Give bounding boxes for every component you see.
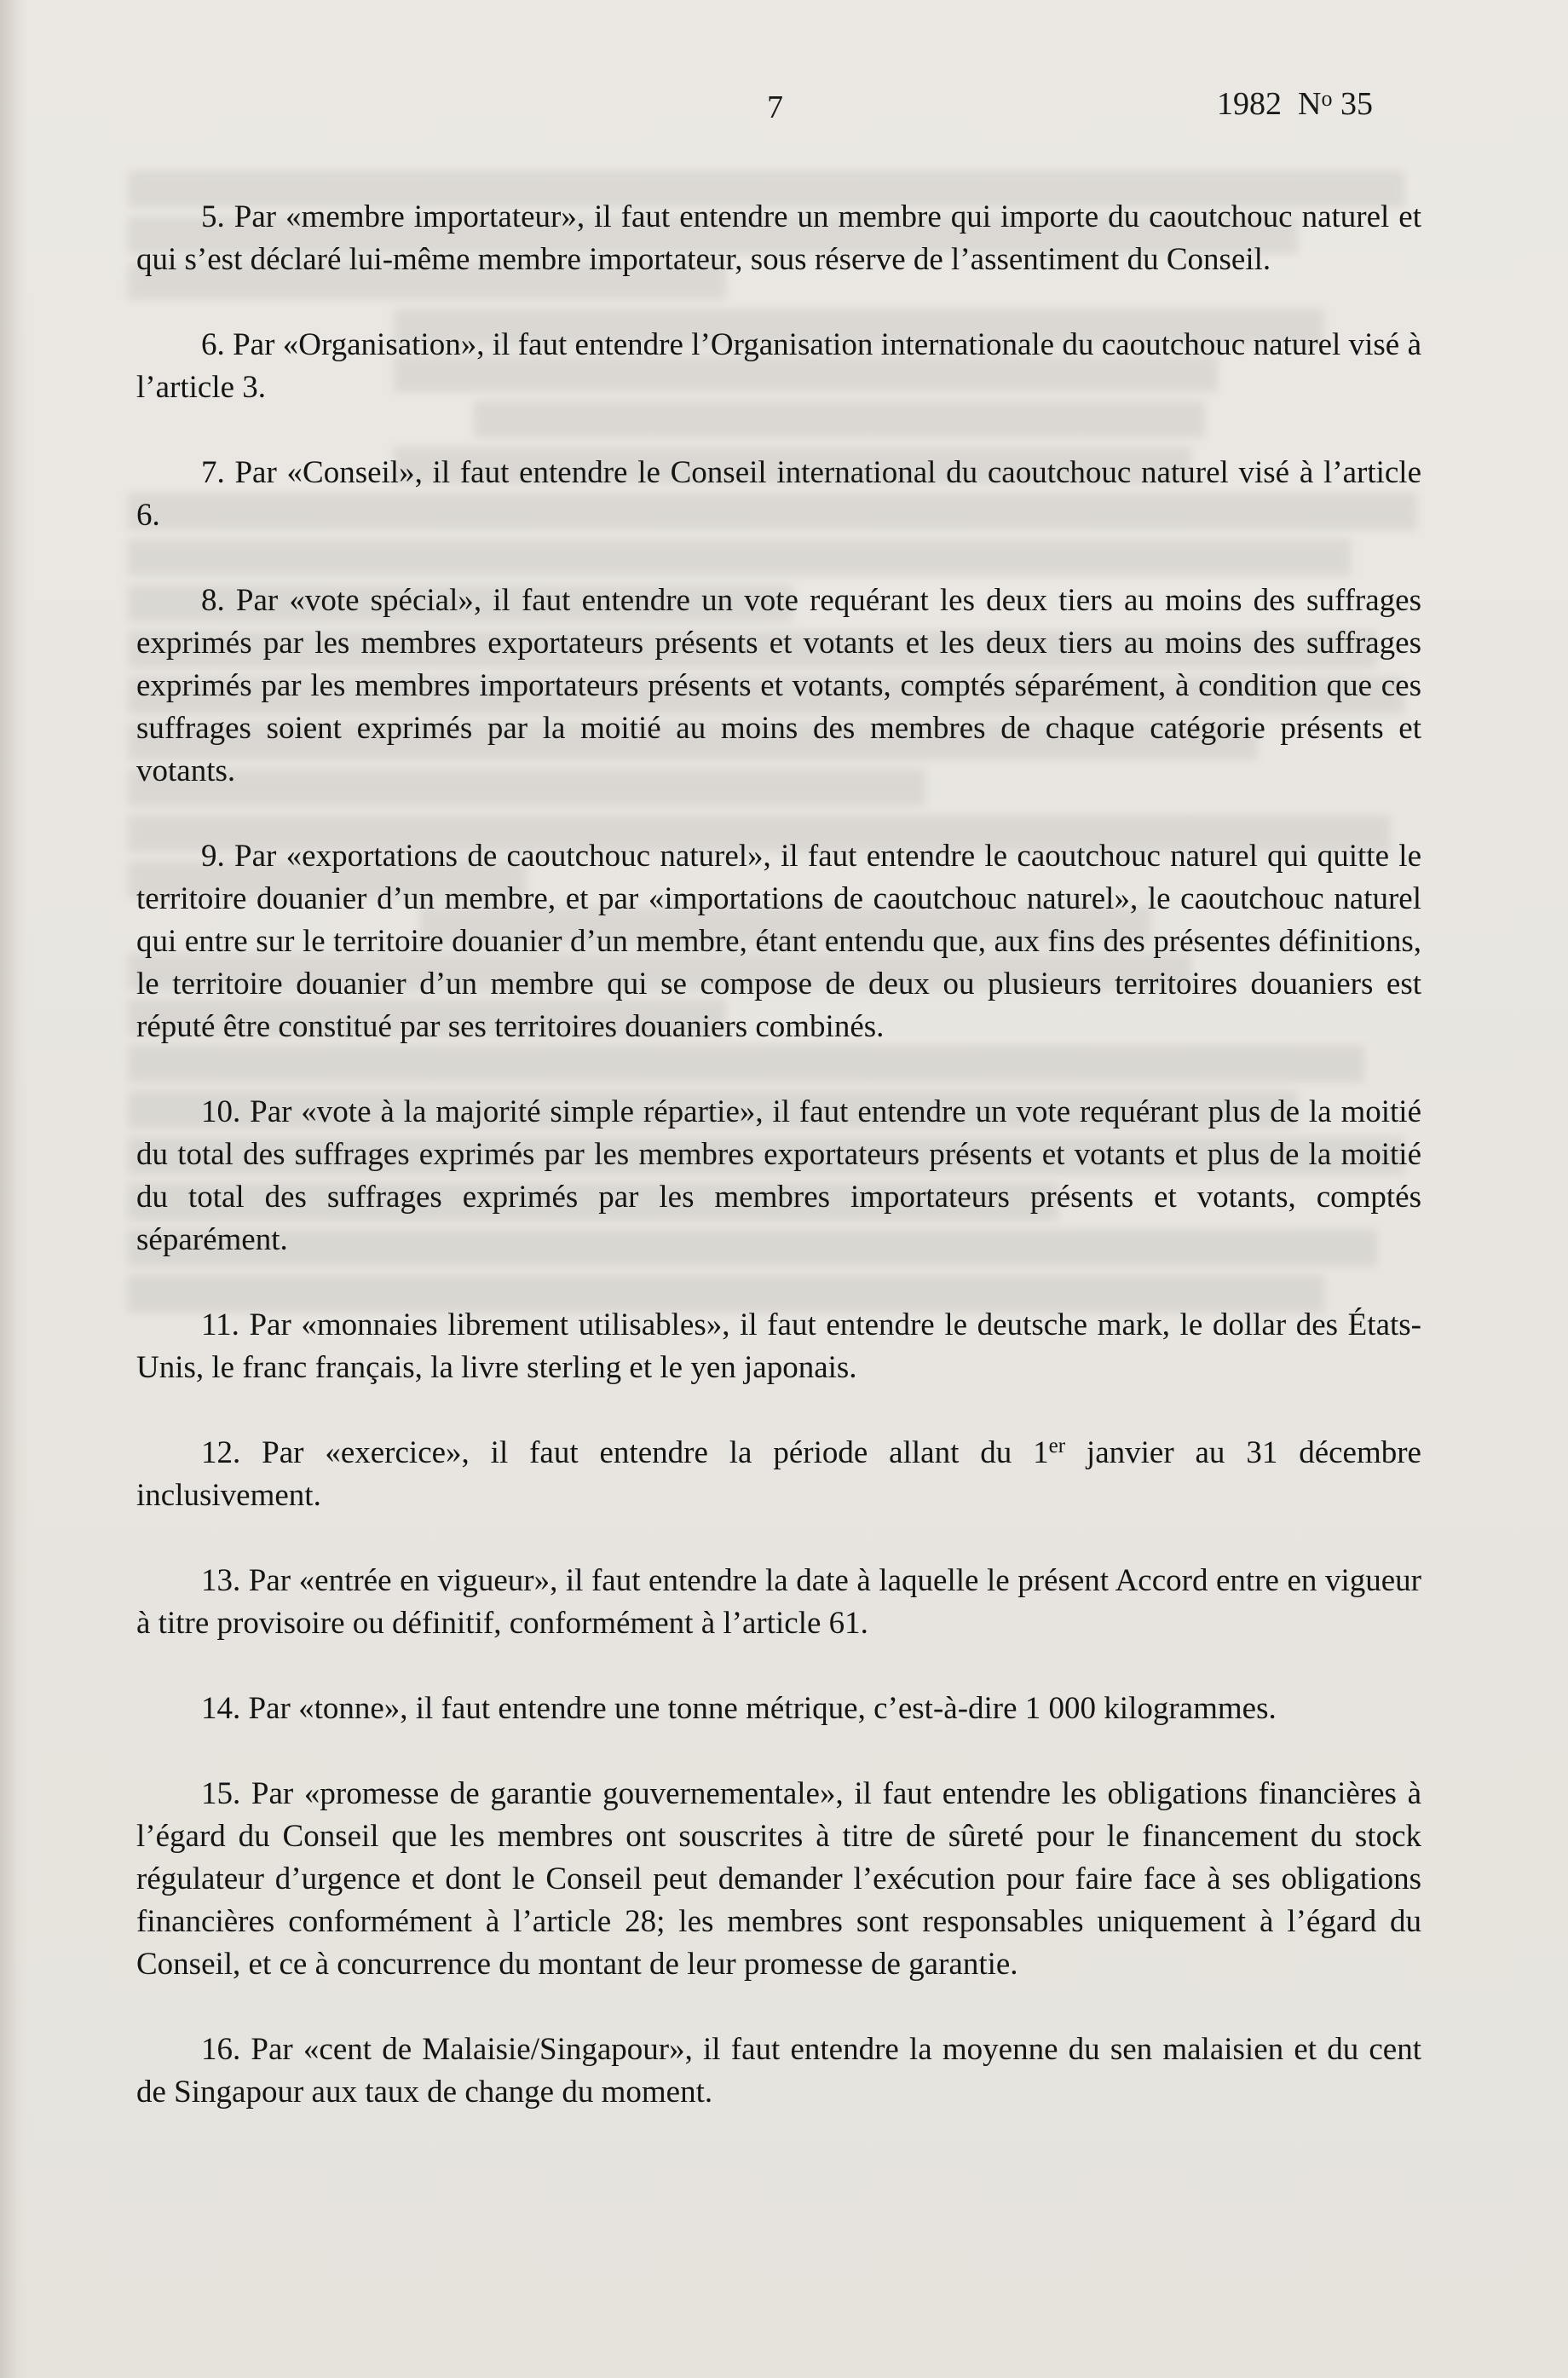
definition-paragraph-15: 15. Par «promesse de garantie gouvernementale», il faut entendre les obligations financières à l’égard du Conseil que les membres ont souscrites à titre de sûreté pour le financement du stock régulateur d’urgence et dont le Conseil peut demander l’exécution pour faire face à ses obligations financières conformément à l’article 28; les membres sont responsables uniquement à l’égard du Conseil, et ce à concurrence du montant de leur promesse de garantie. xyxy=(136,1776,1421,1982)
definition-paragraph-8: 8. Par «vote spécial», il faut entendre un vote requérant les deux tiers au moins des suffrages exprimés par les membres exportateurs présents et votants et les deux tiers au moins des suffrages exprimés par les membres importateurs présents et votants, comptés séparément, à condition que ces suffrages soient exprimés par la moitié au moins des membres de chaque catégorie présents et votants. xyxy=(136,583,1421,788)
definition-12-end: janvier au 31 décembre inclusivement. xyxy=(136,1435,1421,1513)
gazette-number-ordinal: o xyxy=(1321,86,1333,111)
definition-paragraph-9: 9. Par «exportations de caoutchouc naturel», il faut entendre le caoutchouc naturel qui quitte le territoire douanier d’un membre, et par «importations de caoutchouc naturel», le caoutchouc naturel qui entre sur le territoire douanier d’un membre, étant entendu que, aux fins des présentes définitions, le territoire douanier d’un membre qui se compose de deux ou plusieurs territoires douaniers est réputé être constitué par ses territoires douaniers combinés. xyxy=(136,839,1421,1044)
definitions-body xyxy=(136,196,1421,2114)
gazette-number: 35 xyxy=(1340,86,1373,122)
gazette-reference xyxy=(1217,85,1373,123)
page-header xyxy=(0,82,1568,133)
definition-paragraph-12 xyxy=(136,1432,1421,1517)
gazette-number-prefix: N xyxy=(1298,86,1322,122)
definition-paragraph-5: 5. Par «membre importateur», il faut entendre un membre qui importe du caoutchouc naturel et qui s’est déclaré lui-même membre importateur, sous réserve de l’assentiment du Conseil. xyxy=(136,199,1421,277)
definition-paragraph-6: 6. Par «Organisation», il faut entendre l’Organisation internationale du caoutchouc naturel visé à l’article 3. xyxy=(136,327,1421,405)
gazette-year: 1982 xyxy=(1217,86,1282,122)
definition-paragraph-16: 16. Par «cent de Malaisie/Singapour», il faut entendre la moyenne du sen malaisien et du cent de Singapour aux taux de change du moment. xyxy=(136,2032,1421,2110)
definition-paragraph-7: 7. Par «Conseil», il faut entendre le Conseil international du caoutchouc naturel visé à l’article 6. xyxy=(136,455,1421,533)
page-number: 7 xyxy=(767,89,783,125)
definition-paragraph-14: 14. Par «tonne», il faut entendre une tonne métrique, c’est-à-dire 1 000 kilogrammes. xyxy=(201,1691,1277,1726)
definition-paragraph-11: 11. Par «monnaies librement utilisables», il faut entendre le deutsche mark, le dollar des États-Unis, le franc français, la livre sterling et le yen japonais. xyxy=(136,1307,1421,1385)
ordinal-superscript: er xyxy=(1048,1434,1066,1457)
definition-paragraph-13: 13. Par «entrée en vigueur», il faut entendre la date à laquelle le présent Accord entre en vigueur à titre provisoire ou définitif, conformément à l’article 61. xyxy=(136,1563,1421,1641)
definition-12-start: 12. Par «exercice», il faut entendre la période allant du 1 xyxy=(201,1435,1049,1470)
binding-edge-shadow xyxy=(0,0,29,2378)
definition-paragraph-10: 10. Par «vote à la majorité simple répartie», il faut entendre un vote requérant plus de la moitié du total des suffrages exprimés par les membres exportateurs présents et votants et plus de la moitié du total des suffrages exprimés par les membres importateurs présents et votants, comptés séparément. xyxy=(136,1094,1421,1257)
